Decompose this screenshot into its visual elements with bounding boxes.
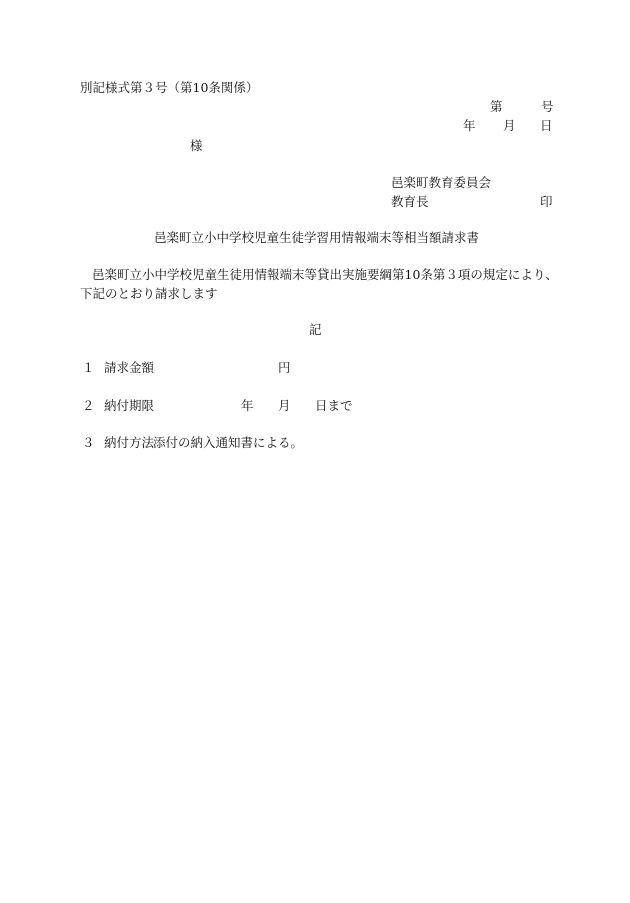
ki-heading: 記 — [309, 322, 322, 337]
item-3-value: 添付の納入通知書による。 — [153, 435, 304, 450]
doc-number-prefix: 第 — [490, 99, 503, 114]
body-line-1: 邑楽町立小中学校児童生徒用情報端末等貸出実施要綱第10条第３項の規定により、 — [92, 267, 558, 282]
document-title: 邑楽町立小中学校児童生徒学習用情報端末等相当額請求書 — [154, 230, 480, 245]
item-3-number: ３ — [82, 435, 95, 450]
body-text — [80, 265, 560, 303]
item-2-year-label: 年 — [241, 398, 254, 413]
item-2-number: ２ — [82, 398, 95, 413]
date-day-label: 日 — [540, 118, 553, 133]
doc-number-suffix: 号 — [541, 99, 554, 114]
item-2-until-label: 日まで — [315, 398, 353, 413]
item-2-month-label: 月 — [278, 398, 291, 413]
date-year-label: 年 — [463, 118, 476, 133]
item-2-label: 納付期限 — [104, 398, 155, 413]
form-number: 別記様式第３号（第10条関係） — [80, 80, 259, 95]
item-1-label: 請求金額 — [104, 360, 155, 375]
seal-mark: 印 — [540, 194, 553, 209]
issuer-organization: 邑楽町教育委員会 — [391, 175, 492, 190]
addressee-suffix: 様 — [190, 138, 203, 153]
item-1-unit: 円 — [278, 360, 291, 375]
issuer-title: 教育長 — [391, 194, 429, 209]
item-3-label: 納付方法 — [104, 435, 155, 450]
date-month-label: 月 — [503, 118, 516, 133]
item-1-number: １ — [82, 360, 95, 375]
body-line-2: 下記のとおり請求します — [80, 286, 218, 301]
